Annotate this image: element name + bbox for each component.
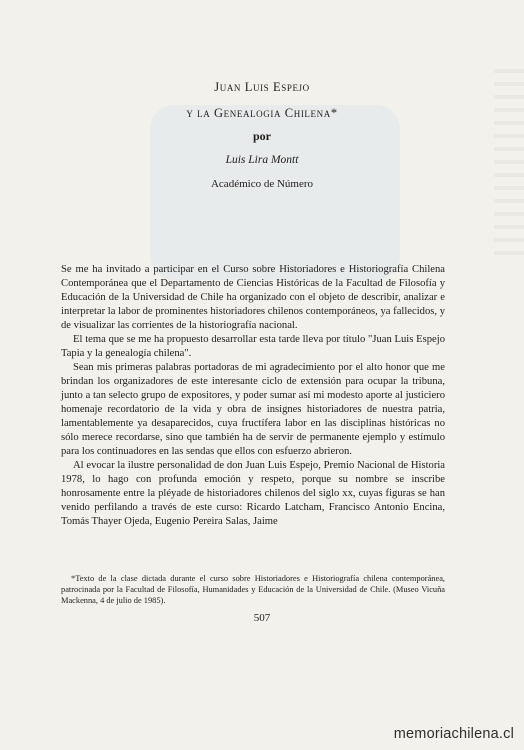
author-affiliation: Académico de Número <box>210 178 313 190</box>
author-name: Luis Lira Montt <box>225 154 299 166</box>
paragraph: Al evocar la ilustre personalidad de don Juan Luis Espejo, Premio Nacional de Historia 1978, lo hago con profunda emoción y respeto, porque su nombre se inscribe honrosamente entre la pléyade de historiadores chilenos del siglo xx, cuyas figuras se han venido perfilando a través de este curso: Ricardo Latcham, Francisco Antonio Encina, Tomás Thayer Ojeda, Eugenio Pereira Salas, Jaime <box>61 460 445 527</box>
footnote-text: *Texto de la clase dictada durante el curso sobre Historiadores e Historiografía chilena contemporánea, patrocinada por la Facultad de Filosofía, Humanidades y Educación de la Universidad de Chile. (Museo Vicuña Mackenna, 4 de julio de 1985). <box>61 574 445 605</box>
byline-por: por <box>253 129 271 143</box>
article-body <box>61 263 445 529</box>
paragraph: Sean mis primeras palabras portadoras de mi agradecimiento por el alto honor que me brindan los organizadores de este interesante ciclo de extensión para ocupar la tribuna, junto a tan selecto grupo de expositores, y poder sumar así mi modesto aporte al justiciero homenaje recordatorio de la vida y obra de insignes historiadores de nuestra patria, lamentablemente ya desaparecidos, cuya fructífera labor en las disciplinas históricas no sólo merece recordarse, sino que también ha de servir de permanente ejemplo y estímulo para los continuadores en las sendas que ellos con esfuerzo abrieron. <box>61 362 445 457</box>
article-title-line1: Juan Luis Espejo <box>214 80 310 94</box>
article-title-line2: y la Genealogia Chilena* <box>186 106 338 120</box>
paragraph: Se me ha invitado a participar en el Curso sobre Historiadores e Historiografía Chilena Contemporánea que el Departamento de Ciencias Históricas de la Facultad de Filosofía y Educación de la Universidad de Chile ha organizado con el objeto de describir, analizar e interpretar la labor de prominentes historiadores chilenos contemporáneos, ya fallecidos, y de visualizar las corrientes de la historiografía nacional. <box>61 264 445 331</box>
paragraph: El tema que se me ha propuesto desarrollar esta tarde lleva por título "Juan Luis Espejo Tapia y la genealogía chilena". <box>61 334 445 359</box>
page-number: 507 <box>253 612 271 624</box>
site-watermark: memoriachilena.cl <box>393 726 514 742</box>
footnote <box>61 573 445 606</box>
